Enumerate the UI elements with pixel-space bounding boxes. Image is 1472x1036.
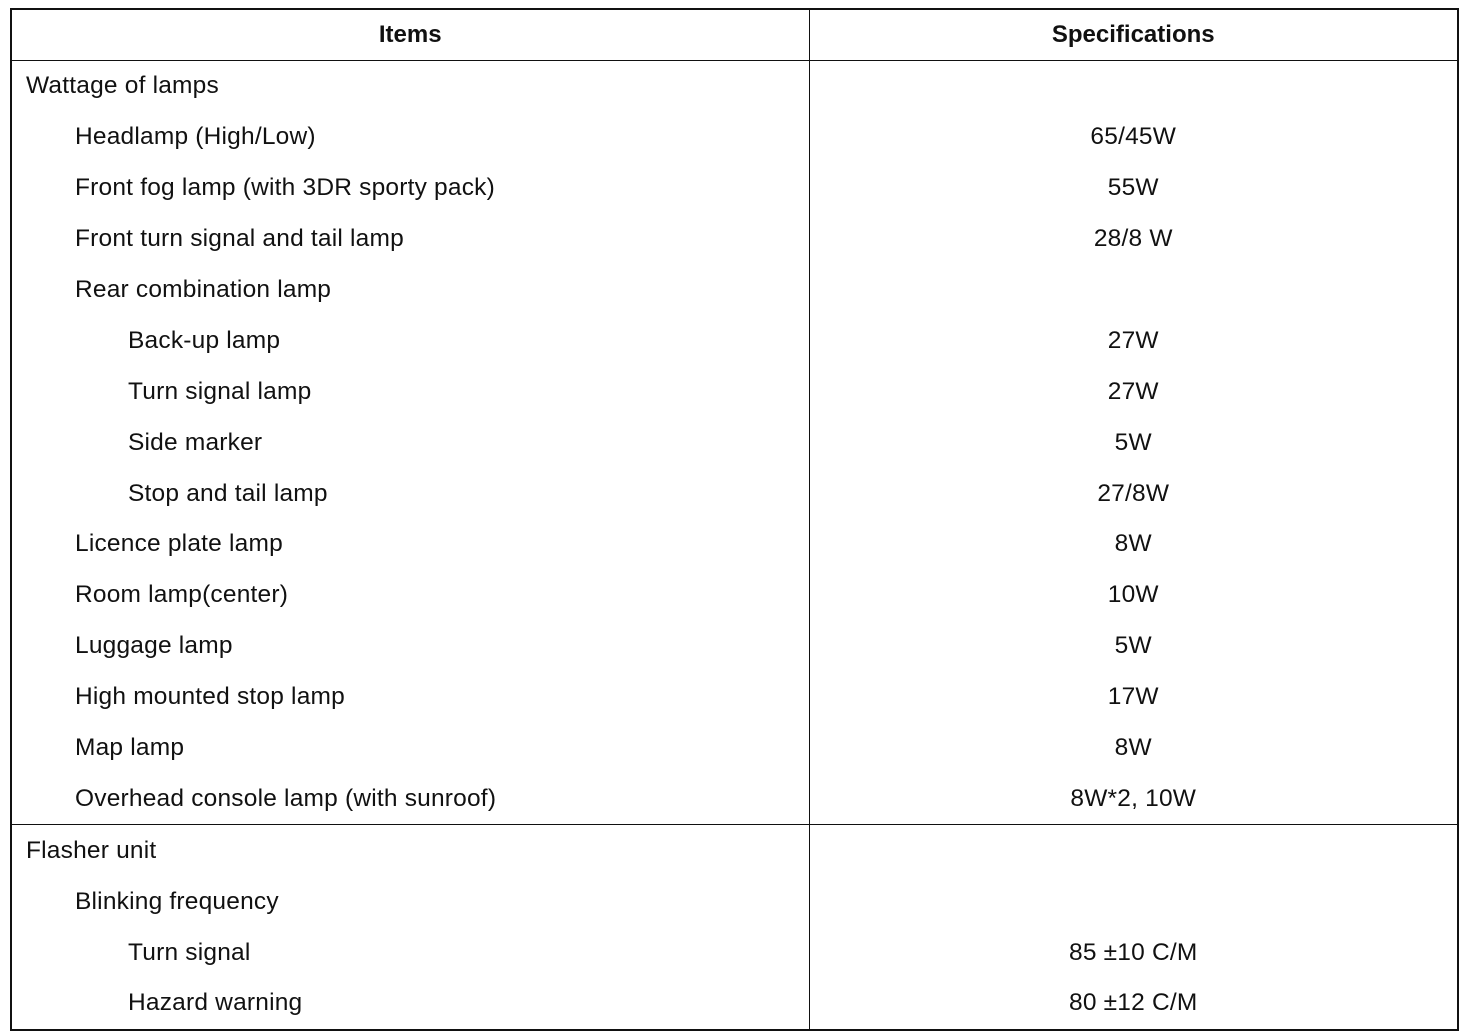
row-item: High mounted stop lamp bbox=[11, 672, 809, 723]
row-spec: 65/45W bbox=[809, 112, 1458, 163]
row-item: Side marker bbox=[11, 417, 809, 468]
row-spec: 5W bbox=[809, 417, 1458, 468]
row-spec: 27W bbox=[809, 315, 1458, 366]
table-row bbox=[11, 112, 1458, 163]
table-row bbox=[11, 825, 1458, 876]
row-spec bbox=[809, 265, 1458, 316]
table-row bbox=[11, 468, 1458, 519]
row-spec: 10W bbox=[809, 570, 1458, 621]
table-row bbox=[11, 723, 1458, 774]
table-row bbox=[11, 927, 1458, 978]
header-specifications: Specifications bbox=[809, 9, 1458, 61]
row-spec: 27W bbox=[809, 366, 1458, 417]
row-item: Luggage lamp bbox=[11, 621, 809, 672]
table-row bbox=[11, 978, 1458, 1030]
row-spec bbox=[809, 825, 1458, 876]
row-item: Rear combination lamp bbox=[11, 265, 809, 316]
row-item: Licence plate lamp bbox=[11, 519, 809, 570]
row-item: Stop and tail lamp bbox=[11, 468, 809, 519]
row-item: Room lamp(center) bbox=[11, 570, 809, 621]
row-item: Turn signal lamp bbox=[11, 366, 809, 417]
header-row bbox=[11, 9, 1458, 61]
table-row bbox=[11, 519, 1458, 570]
specifications-table bbox=[10, 8, 1459, 1031]
table-row bbox=[11, 773, 1458, 824]
row-item: Wattage of lamps bbox=[11, 61, 809, 112]
row-spec: 85 ±10 C/M bbox=[809, 927, 1458, 978]
row-spec: 80 ±12 C/M bbox=[809, 978, 1458, 1030]
row-item: Back-up lamp bbox=[11, 315, 809, 366]
row-item: Map lamp bbox=[11, 723, 809, 774]
row-spec: 8W*2, 10W bbox=[809, 773, 1458, 824]
row-spec: 27/8W bbox=[809, 468, 1458, 519]
table-row bbox=[11, 672, 1458, 723]
table-row bbox=[11, 214, 1458, 265]
header-items: Items bbox=[11, 9, 809, 61]
row-spec: 28/8 W bbox=[809, 214, 1458, 265]
row-item: Blinking frequency bbox=[11, 876, 809, 927]
table-row bbox=[11, 163, 1458, 214]
table-row bbox=[11, 315, 1458, 366]
row-spec: 8W bbox=[809, 519, 1458, 570]
row-spec: 55W bbox=[809, 163, 1458, 214]
row-spec: 17W bbox=[809, 672, 1458, 723]
table-row bbox=[11, 876, 1458, 927]
table-row bbox=[11, 366, 1458, 417]
table-body bbox=[11, 61, 1458, 1030]
row-spec: 5W bbox=[809, 621, 1458, 672]
table-row bbox=[11, 61, 1458, 112]
table-row bbox=[11, 621, 1458, 672]
row-item: Front turn signal and tail lamp bbox=[11, 214, 809, 265]
table-row bbox=[11, 417, 1458, 468]
row-spec: 8W bbox=[809, 723, 1458, 774]
row-item: Headlamp (High/Low) bbox=[11, 112, 809, 163]
table-row bbox=[11, 570, 1458, 621]
row-item: Turn signal bbox=[11, 927, 809, 978]
row-spec bbox=[809, 61, 1458, 112]
row-item: Flasher unit bbox=[11, 825, 809, 876]
row-item: Front fog lamp (with 3DR sporty pack) bbox=[11, 163, 809, 214]
row-item: Hazard warning bbox=[11, 978, 809, 1030]
table-row bbox=[11, 265, 1458, 316]
row-spec bbox=[809, 876, 1458, 927]
row-item: Overhead console lamp (with sunroof) bbox=[11, 773, 809, 824]
